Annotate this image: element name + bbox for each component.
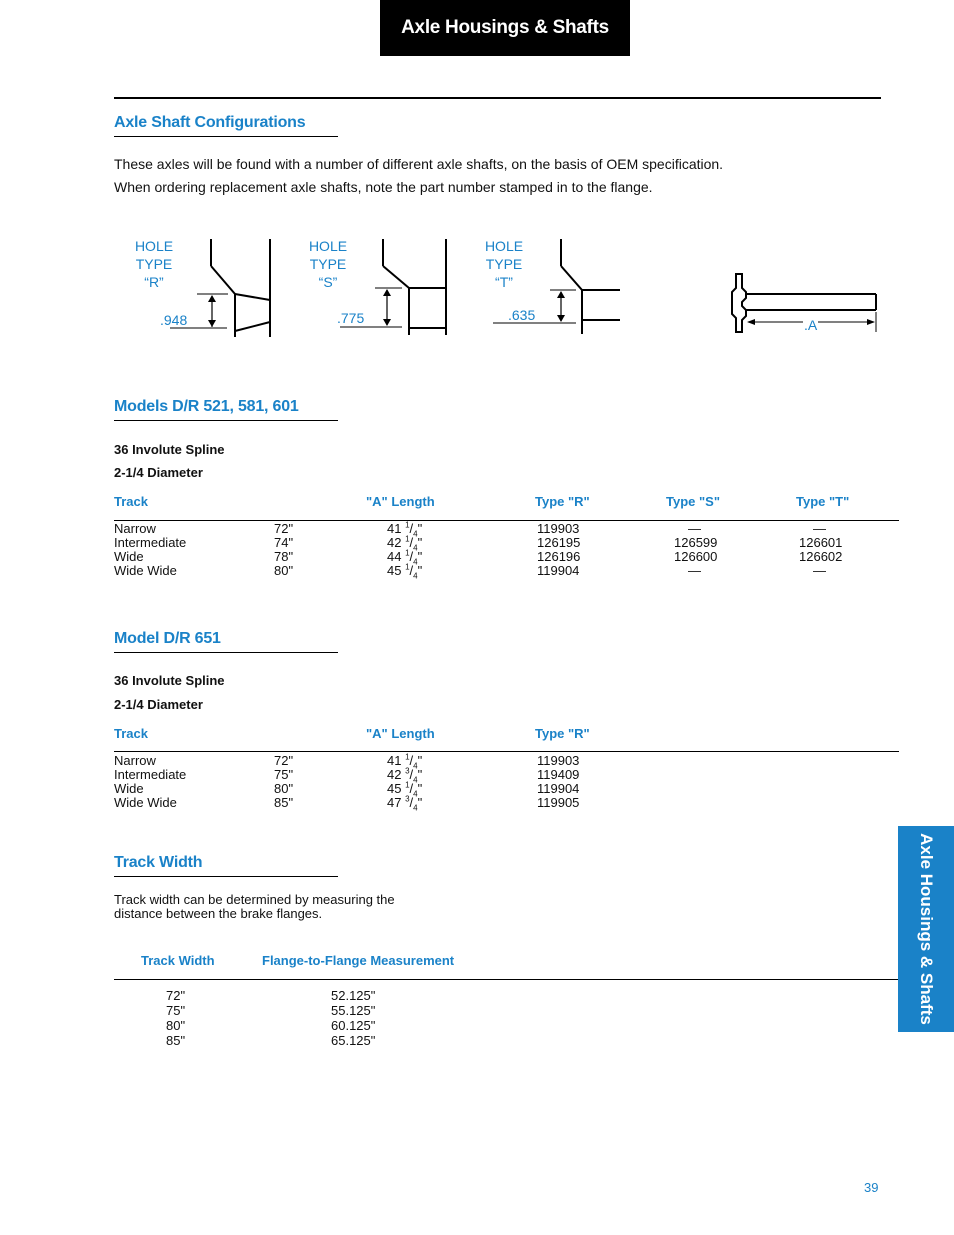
table-rule — [114, 751, 899, 752]
configs-paragraph — [114, 153, 723, 199]
cell-flange: 52.125" — [331, 988, 376, 1003]
length-whole: 44 — [387, 549, 406, 564]
length-whole: 42 — [387, 767, 406, 782]
label-line: HOLE — [484, 238, 524, 254]
cell-inches: 74" — [274, 535, 294, 550]
col-header-track: Track — [114, 726, 148, 741]
spline-spec: 36 Involute Spline — [114, 442, 225, 457]
length-num: 1 — [405, 534, 410, 544]
length-whole: 45 — [387, 563, 406, 578]
shaft-length-dimension: .A — [804, 317, 818, 333]
cell-track-width: 75" — [166, 1003, 186, 1018]
cell-track: Narrow — [114, 753, 156, 768]
side-tab-label: Axle Housings & Shafts — [917, 833, 936, 1025]
length-whole: 41 — [387, 521, 406, 536]
cell-type-r: 119904 — [537, 563, 580, 578]
cell-track-width: 85" — [166, 1033, 186, 1048]
diameter-spec: 2-1/4 Diameter — [114, 697, 203, 712]
col-header-track-width: Track Width — [141, 953, 215, 968]
cell-track: Wide Wide — [114, 563, 177, 578]
cell-inches: 80" — [274, 563, 294, 578]
cell-a-length: 42 $^1/_4$" — [387, 534, 423, 553]
side-section-tab — [898, 826, 954, 1032]
cell-track-width: 80" — [166, 1018, 186, 1033]
cell-a-length: 47 $^3/_4$" — [387, 794, 423, 813]
cell-type-t: 126602 — [799, 549, 843, 564]
length-num: 1 — [405, 548, 410, 558]
length-den: 4 — [413, 775, 418, 785]
cell-inches: 85" — [274, 795, 294, 810]
page-number: 39 — [864, 1180, 879, 1195]
section-underline — [114, 876, 338, 877]
table-rule — [114, 979, 899, 980]
label-line: HOLE — [308, 238, 348, 254]
col-header-type-s: Type "S" — [666, 494, 720, 509]
cell-type-s: 126600 — [674, 549, 718, 564]
length-num: 1 — [405, 780, 410, 790]
cell-inches: 80" — [274, 781, 294, 796]
length-whole: 41 — [387, 753, 406, 768]
top-rule — [114, 97, 881, 99]
track-width-description — [114, 893, 395, 921]
cell-a-length: 41 $^1/_4$" — [387, 520, 423, 539]
cell-flange: 55.125" — [331, 1003, 376, 1018]
section-underline — [114, 136, 338, 137]
cell-track: Wide — [114, 781, 144, 796]
hole-type-t-dimension: .635 — [508, 307, 536, 323]
cell-type-r: 126195 — [537, 535, 581, 550]
col-header-a-length: "A" Length — [366, 494, 435, 509]
cell-a-length: 45 $^1/_4$" — [387, 562, 423, 581]
cell-inches: 72" — [274, 521, 294, 536]
cell-flange: 65.125" — [331, 1033, 376, 1048]
length-den: 4 — [413, 529, 418, 539]
label-line: “T” — [495, 274, 513, 290]
length-whole: 42 — [387, 535, 406, 550]
paragraph-line: When ordering replacement axle shafts, note the part number stamped in to the flange. — [114, 179, 653, 195]
cell-track: Narrow — [114, 521, 156, 536]
cell-type-r: 119903 — [537, 753, 580, 768]
col-header-type-r: Type "R" — [535, 494, 590, 509]
hole-type-t-diagram — [490, 236, 620, 340]
diameter-spec: 2-1/4 Diameter — [114, 465, 203, 480]
length-den: 4 — [413, 557, 418, 567]
col-header-flange-measurement: Flange-to-Flange Measurement — [262, 953, 455, 968]
cell-type-s: — — [688, 521, 701, 536]
col-header-type-r: Type "R" — [535, 726, 590, 741]
length-den: 4 — [413, 789, 418, 799]
cell-track-width: 72" — [166, 988, 186, 1003]
hole-type-s-dimension: .775 — [337, 310, 365, 326]
label-line: TYPE — [485, 256, 523, 272]
cell-type-t: 126601 — [799, 535, 843, 550]
spline-spec: 36 Involute Spline — [114, 673, 225, 688]
cell-type-r: 119905 — [537, 795, 580, 810]
length-whole: 45 — [387, 781, 406, 796]
cell-type-r: 119903 — [537, 521, 580, 536]
section-title-track-width: Track Width — [114, 854, 203, 871]
cell-type-t: — — [813, 521, 826, 536]
cell-type-s: — — [688, 563, 701, 578]
section-underline — [114, 652, 338, 653]
length-num: 1 — [405, 520, 410, 530]
length-den: 4 — [413, 803, 418, 813]
cell-type-t: — — [813, 563, 826, 578]
cell-a-length: 42 $^3/_4$" — [387, 766, 423, 785]
cell-track: Intermediate — [114, 535, 187, 550]
section-underline — [114, 420, 338, 421]
cell-type-r: 119409 — [537, 767, 580, 782]
table-rule — [114, 520, 899, 521]
cell-type-r: 119904 — [537, 781, 580, 796]
hole-type-r-dimension: .948 — [160, 312, 188, 328]
cell-track: Wide — [114, 549, 144, 564]
col-header-type-t: Type "T" — [796, 494, 850, 509]
cell-type-s: 126599 — [674, 535, 718, 550]
description-line: distance between the brake flanges. — [114, 906, 323, 921]
label-line: “R” — [144, 274, 164, 290]
col-header-a-length: "A" Length — [366, 726, 435, 741]
section-title-model-651: Model D/R 651 — [114, 630, 221, 647]
label-line: “S” — [318, 274, 338, 290]
cell-inches: 78" — [274, 549, 294, 564]
length-den: 4 — [413, 543, 418, 553]
length-den: 4 — [413, 571, 418, 581]
col-header-track: Track — [114, 494, 148, 509]
section-title-models-521-581-601: Models D/R 521, 581, 601 — [114, 398, 299, 415]
cell-a-length: 41 $^1/_4$" — [387, 752, 423, 771]
label-line: TYPE — [135, 256, 173, 272]
cell-inches: 75" — [274, 767, 294, 782]
description-line: Track width can be determined by measuring the — [114, 892, 395, 907]
cell-a-length: 45 $^1/_4$" — [387, 780, 423, 799]
length-num: 3 — [405, 766, 410, 776]
cell-inches: 72" — [274, 753, 294, 768]
paragraph-line: These axles will be found with a number of different axle shafts, on the basis of OEM specification. — [114, 156, 724, 172]
length-num: 1 — [405, 752, 410, 762]
length-num: 1 — [405, 562, 410, 572]
length-num: 3 — [405, 794, 410, 804]
cell-a-length: 44 $^1/_4$" — [387, 548, 423, 567]
label-line: TYPE — [309, 256, 347, 272]
label-line: HOLE — [134, 238, 174, 254]
cell-track: Wide Wide — [114, 795, 177, 810]
cell-type-r: 126196 — [537, 549, 581, 564]
header-tab: Axle Housings & Shafts — [380, 0, 630, 56]
length-whole: 47 — [387, 795, 406, 810]
cell-flange: 60.125" — [331, 1018, 376, 1033]
cell-track: Intermediate — [114, 767, 187, 782]
section-title-configs: Axle Shaft Configurations — [114, 114, 306, 131]
length-den: 4 — [413, 761, 418, 771]
